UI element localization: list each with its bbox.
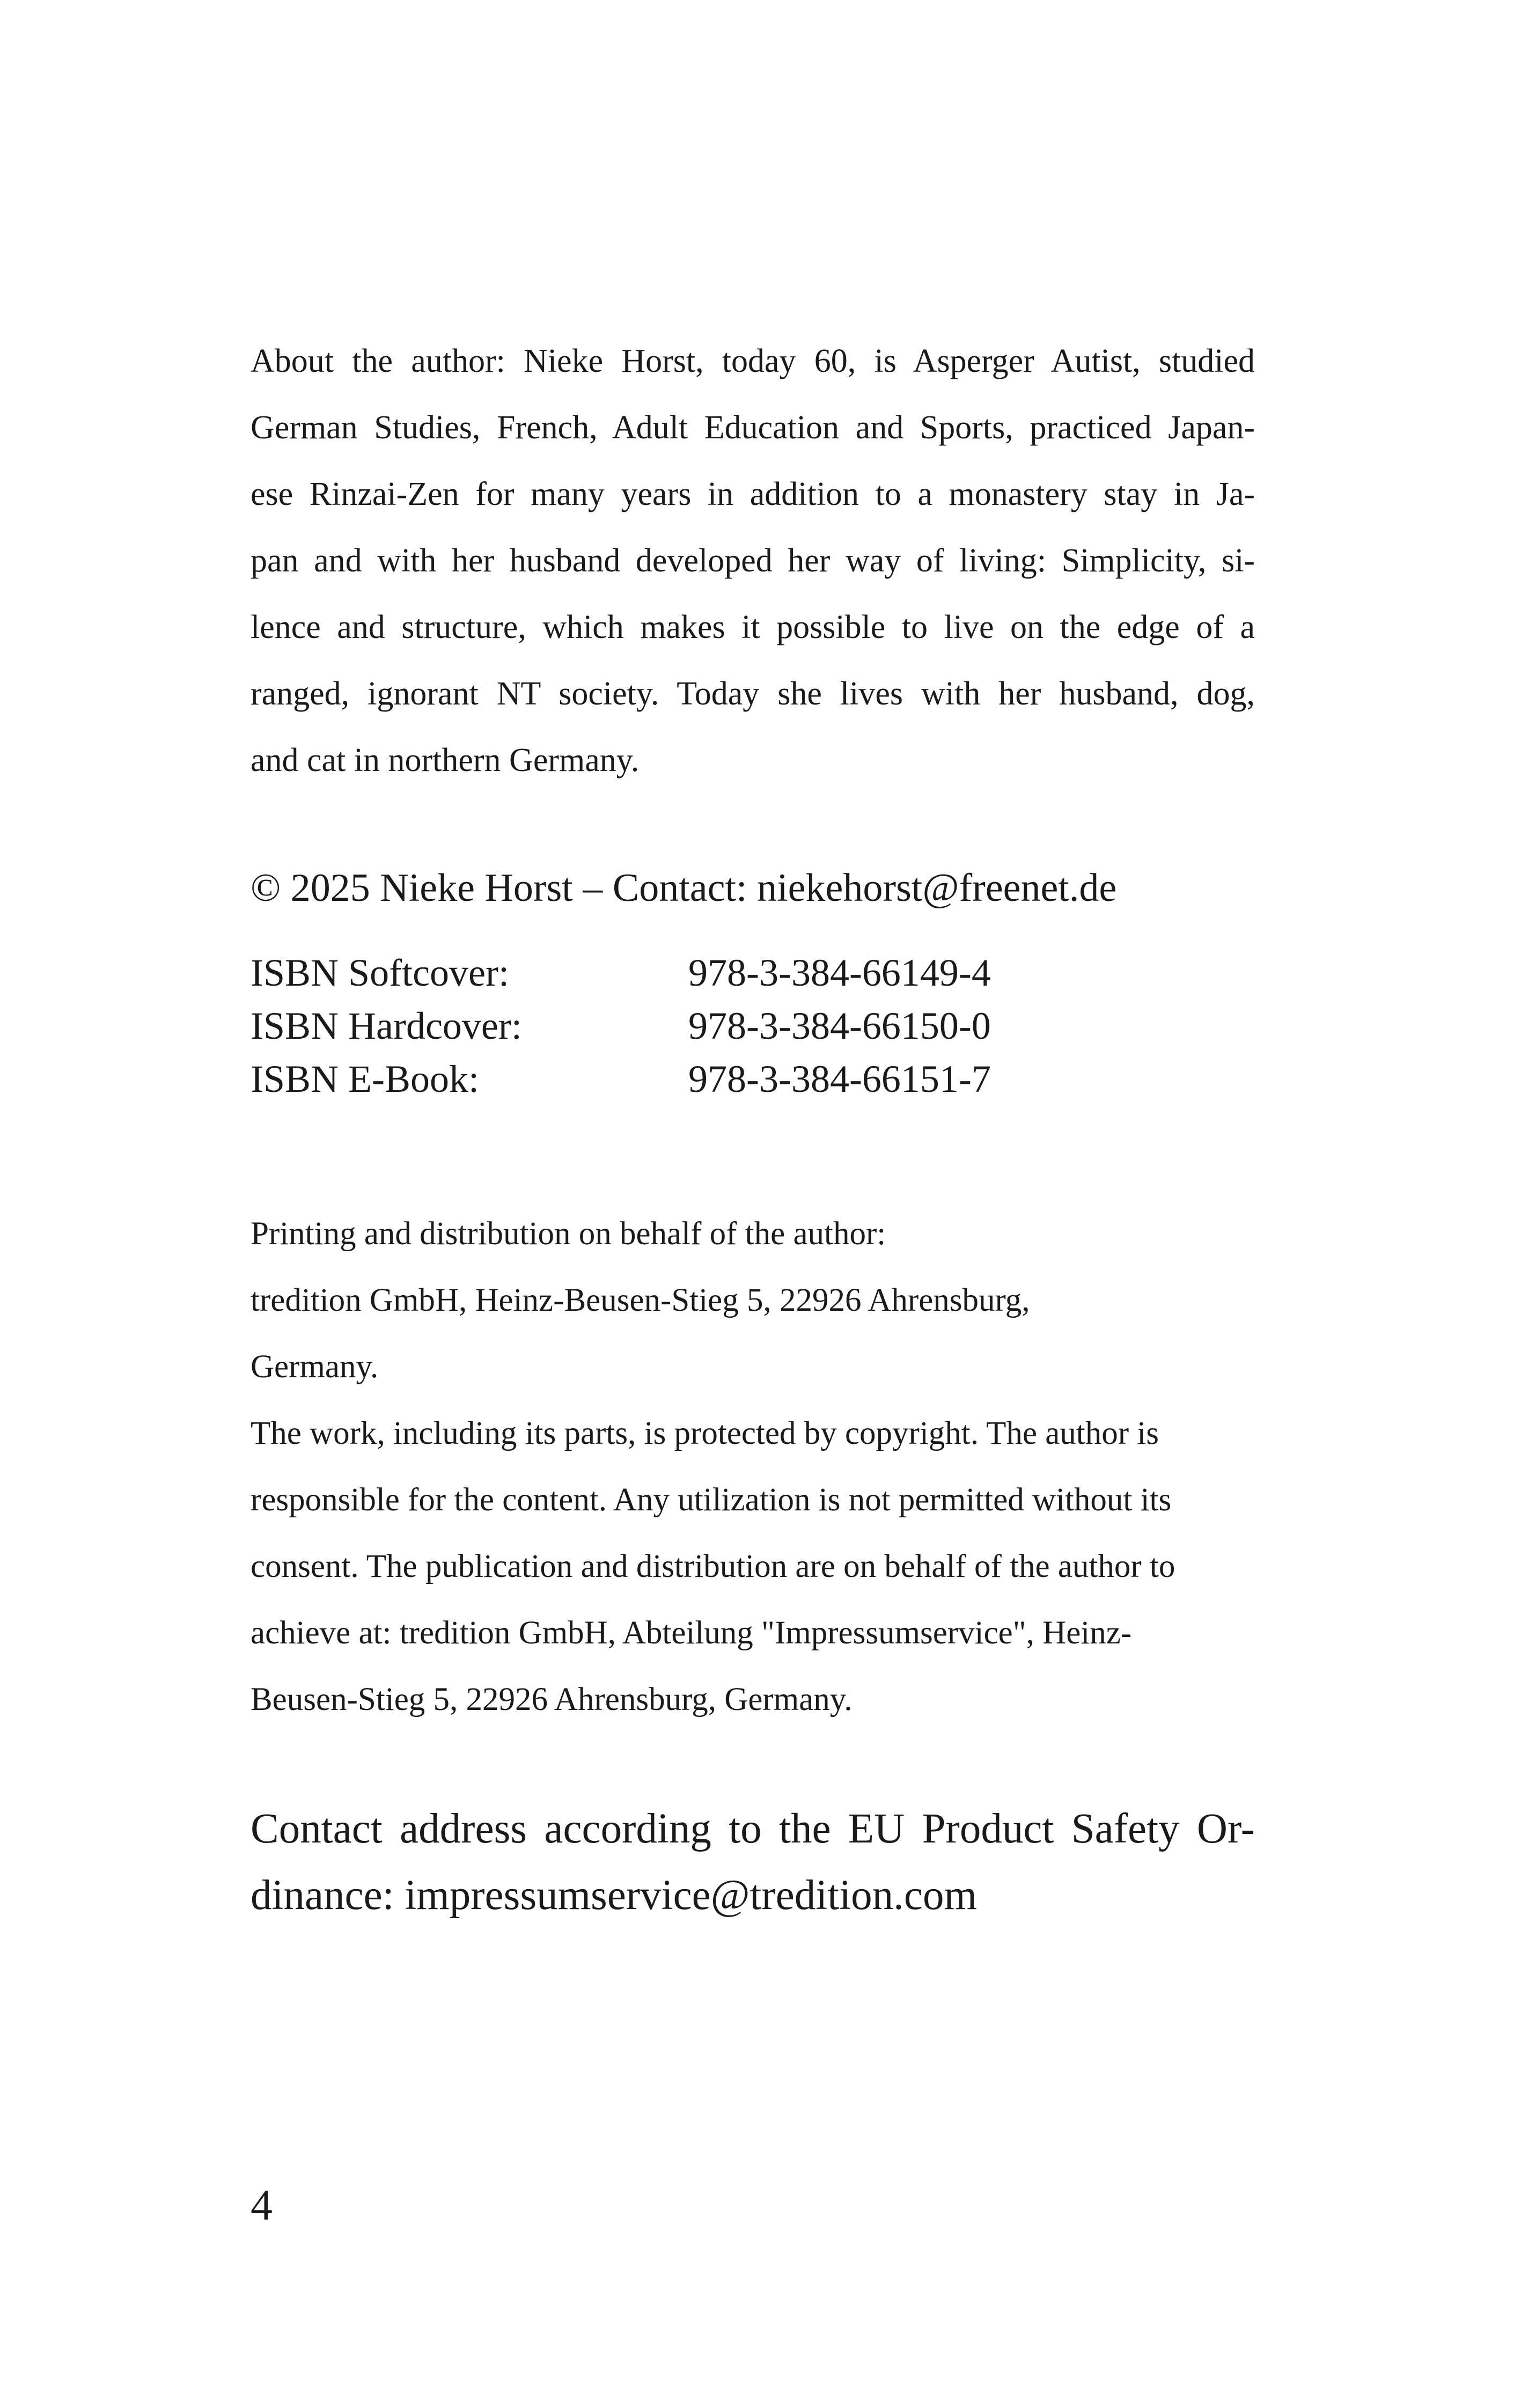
contact-line: dinance: impressumservice@tredition.com xyxy=(251,1872,977,1919)
bio-line: pan and with her husband developed her way of living: Simplicity, si- xyxy=(251,542,1255,579)
isbn-value: 978-3-384-66149-4 xyxy=(688,951,991,994)
isbn-label: ISBN E-Book: xyxy=(251,1058,480,1100)
imprint-line: The work, including its parts, is protected by copyright. The author is xyxy=(251,1415,1159,1451)
page-number: 4 xyxy=(251,2181,273,2229)
isbn-label: ISBN Softcover: xyxy=(251,951,509,994)
isbn-value: 978-3-384-66150-0 xyxy=(688,1004,991,1047)
isbn-value: 978-3-384-66151-7 xyxy=(688,1058,991,1100)
imprint-line: tredition GmbH, Heinz-Beusen-Stieg 5, 22926 Ahrensburg, xyxy=(251,1282,1030,1318)
bio-line: ese Rinzai-Zen for many years in addition to a monastery stay in Ja- xyxy=(251,476,1255,512)
imprint-line: Printing and distribution on behalf of the author: xyxy=(251,1216,886,1252)
bio-line: and cat in northern Germany. xyxy=(251,742,640,779)
bio-line: lence and structure, which makes it possible to live on the edge of a xyxy=(251,609,1255,645)
imprint-line: responsible for the content. Any utilization is not permitted without its xyxy=(251,1482,1172,1518)
bio-line: ranged, ignorant NT society. Today she lives with her husband, dog, xyxy=(251,676,1255,712)
copyright-line: © 2025 Nieke Horst – Contact: niekehorst@freenet.de xyxy=(251,866,1117,910)
imprint-line: Beusen-Stieg 5, 22926 Ahrensburg, Germany. xyxy=(251,1682,853,1717)
imprint-line: achieve at: tredition GmbH, Abteilung "Impressumservice", Heinz- xyxy=(251,1615,1132,1651)
contact-line: Contact address according to the EU Product Safety Or- xyxy=(251,1805,1255,1852)
imprint-line: consent. The publication and distribution are on behalf of the author to xyxy=(251,1548,1175,1584)
imprint-line: Germany. xyxy=(251,1349,379,1385)
isbn-label: ISBN Hardcover: xyxy=(251,1004,522,1047)
bio-line: German Studies, French, Adult Education and Sports, practiced Japan- xyxy=(251,409,1255,446)
bio-line: About the author: Nieke Horst, today 60, is Asperger Autist, studied xyxy=(251,343,1255,379)
